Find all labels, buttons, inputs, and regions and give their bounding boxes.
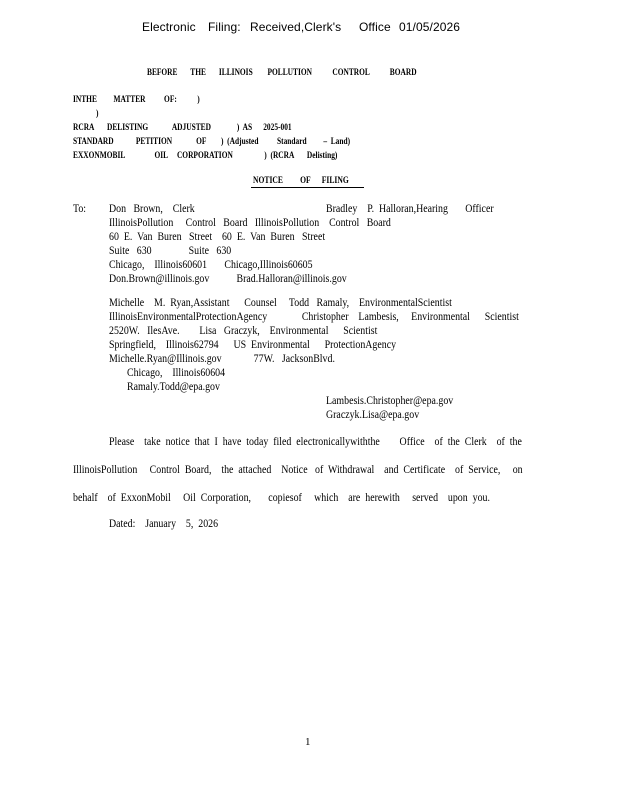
filing-stamp-office: Office — [359, 20, 391, 34]
dated-line: Dated: January 5, 2026 — [109, 518, 219, 530]
notice-of-filing-title: NOTICE OF FILING — [253, 176, 349, 186]
filing-stamp-date: 01/05/2026 — [399, 20, 461, 34]
service-email-graczyk: Graczyk.Lisa@epa.gov — [326, 409, 420, 421]
service-email-lambesis: Lambesis.Christopher@epa.gov — [326, 395, 454, 407]
caption-rcra: RCRA DELISTING ADJUSTED ) AS 2025-001 — [73, 123, 292, 133]
service-line-4: Suite 630 Suite 630 — [109, 245, 232, 257]
service-line-3: 60 E. Van Buren Street 60 E. Van Buren Street — [109, 231, 326, 243]
notice-underline — [251, 187, 364, 188]
service-email-ramaly: Ramaly.Todd@epa.gov — [127, 381, 220, 393]
body-line-2: IllinoisPollution Control Board, the attached Notice of Withdrawal and Certificate of Service, on — [73, 464, 523, 476]
service-line-7: Michelle M. Ryan,Assistant Counsel Todd Ramaly, EnvironmentalScientist — [109, 297, 452, 309]
service-line-10: Springfield, Illinois62794 US Environmental ProtectionAgency — [109, 339, 397, 351]
service-emails-1: Don.Brown@illinois.gov Brad.Halloran@illinois.gov — [109, 273, 347, 285]
page-number: 1 — [305, 736, 311, 748]
service-line-8: IllinoisEnvironmentalProtectionAgency Christopher Lambesis, Environmental Scientist — [109, 311, 519, 323]
filing-stamp-filing: Filing: — [208, 20, 241, 34]
service-line-12: Chicago, Illinois60604 — [127, 367, 226, 379]
hearing-officer-name: Bradley P. Halloran,Hearing Officer — [326, 203, 494, 215]
filing-stamp-electronic: Electronic — [142, 20, 196, 34]
caption-standard: STANDARD PETITION OF ) (Adjusted Standard – Land) — [73, 137, 351, 147]
caption-paren: ) — [96, 109, 99, 119]
service-line-5: Chicago, Illinois60601 Chicago,Illinois60605 — [109, 259, 313, 271]
caption-exxonmobil: EXXONMOBIL OIL CORPORATION ) (RCRA Delisting) — [73, 151, 338, 161]
body-line-1: Please take notice that I have today filed electronicallywiththe Office of the Clerk of the — [109, 436, 522, 448]
service-line-11: Michelle.Ryan@Illinois.gov 77W. JacksonBlvd. — [109, 353, 335, 365]
service-line-2: IllinoisPollution Control Board IllinoisPollution Control Board — [109, 217, 391, 229]
body-line-3: behalf of ExxonMobil Oil Corporation, copiesof which are herewith served upon you. — [73, 492, 490, 504]
filing-stamp-received: Received,Clerk's — [250, 20, 342, 34]
service-line-9: 2520W. IlesAve. Lisa Graczyk, Environmental Scientist — [109, 325, 378, 337]
to-label: To: — [73, 203, 87, 215]
service-line-1: Don Brown, Clerk — [109, 203, 195, 215]
board-heading: BEFORE THE ILLINOIS POLLUTION CONTROL BOARD — [147, 68, 417, 78]
in-the-matter: INTHE MATTER OF: ) — [73, 95, 200, 105]
